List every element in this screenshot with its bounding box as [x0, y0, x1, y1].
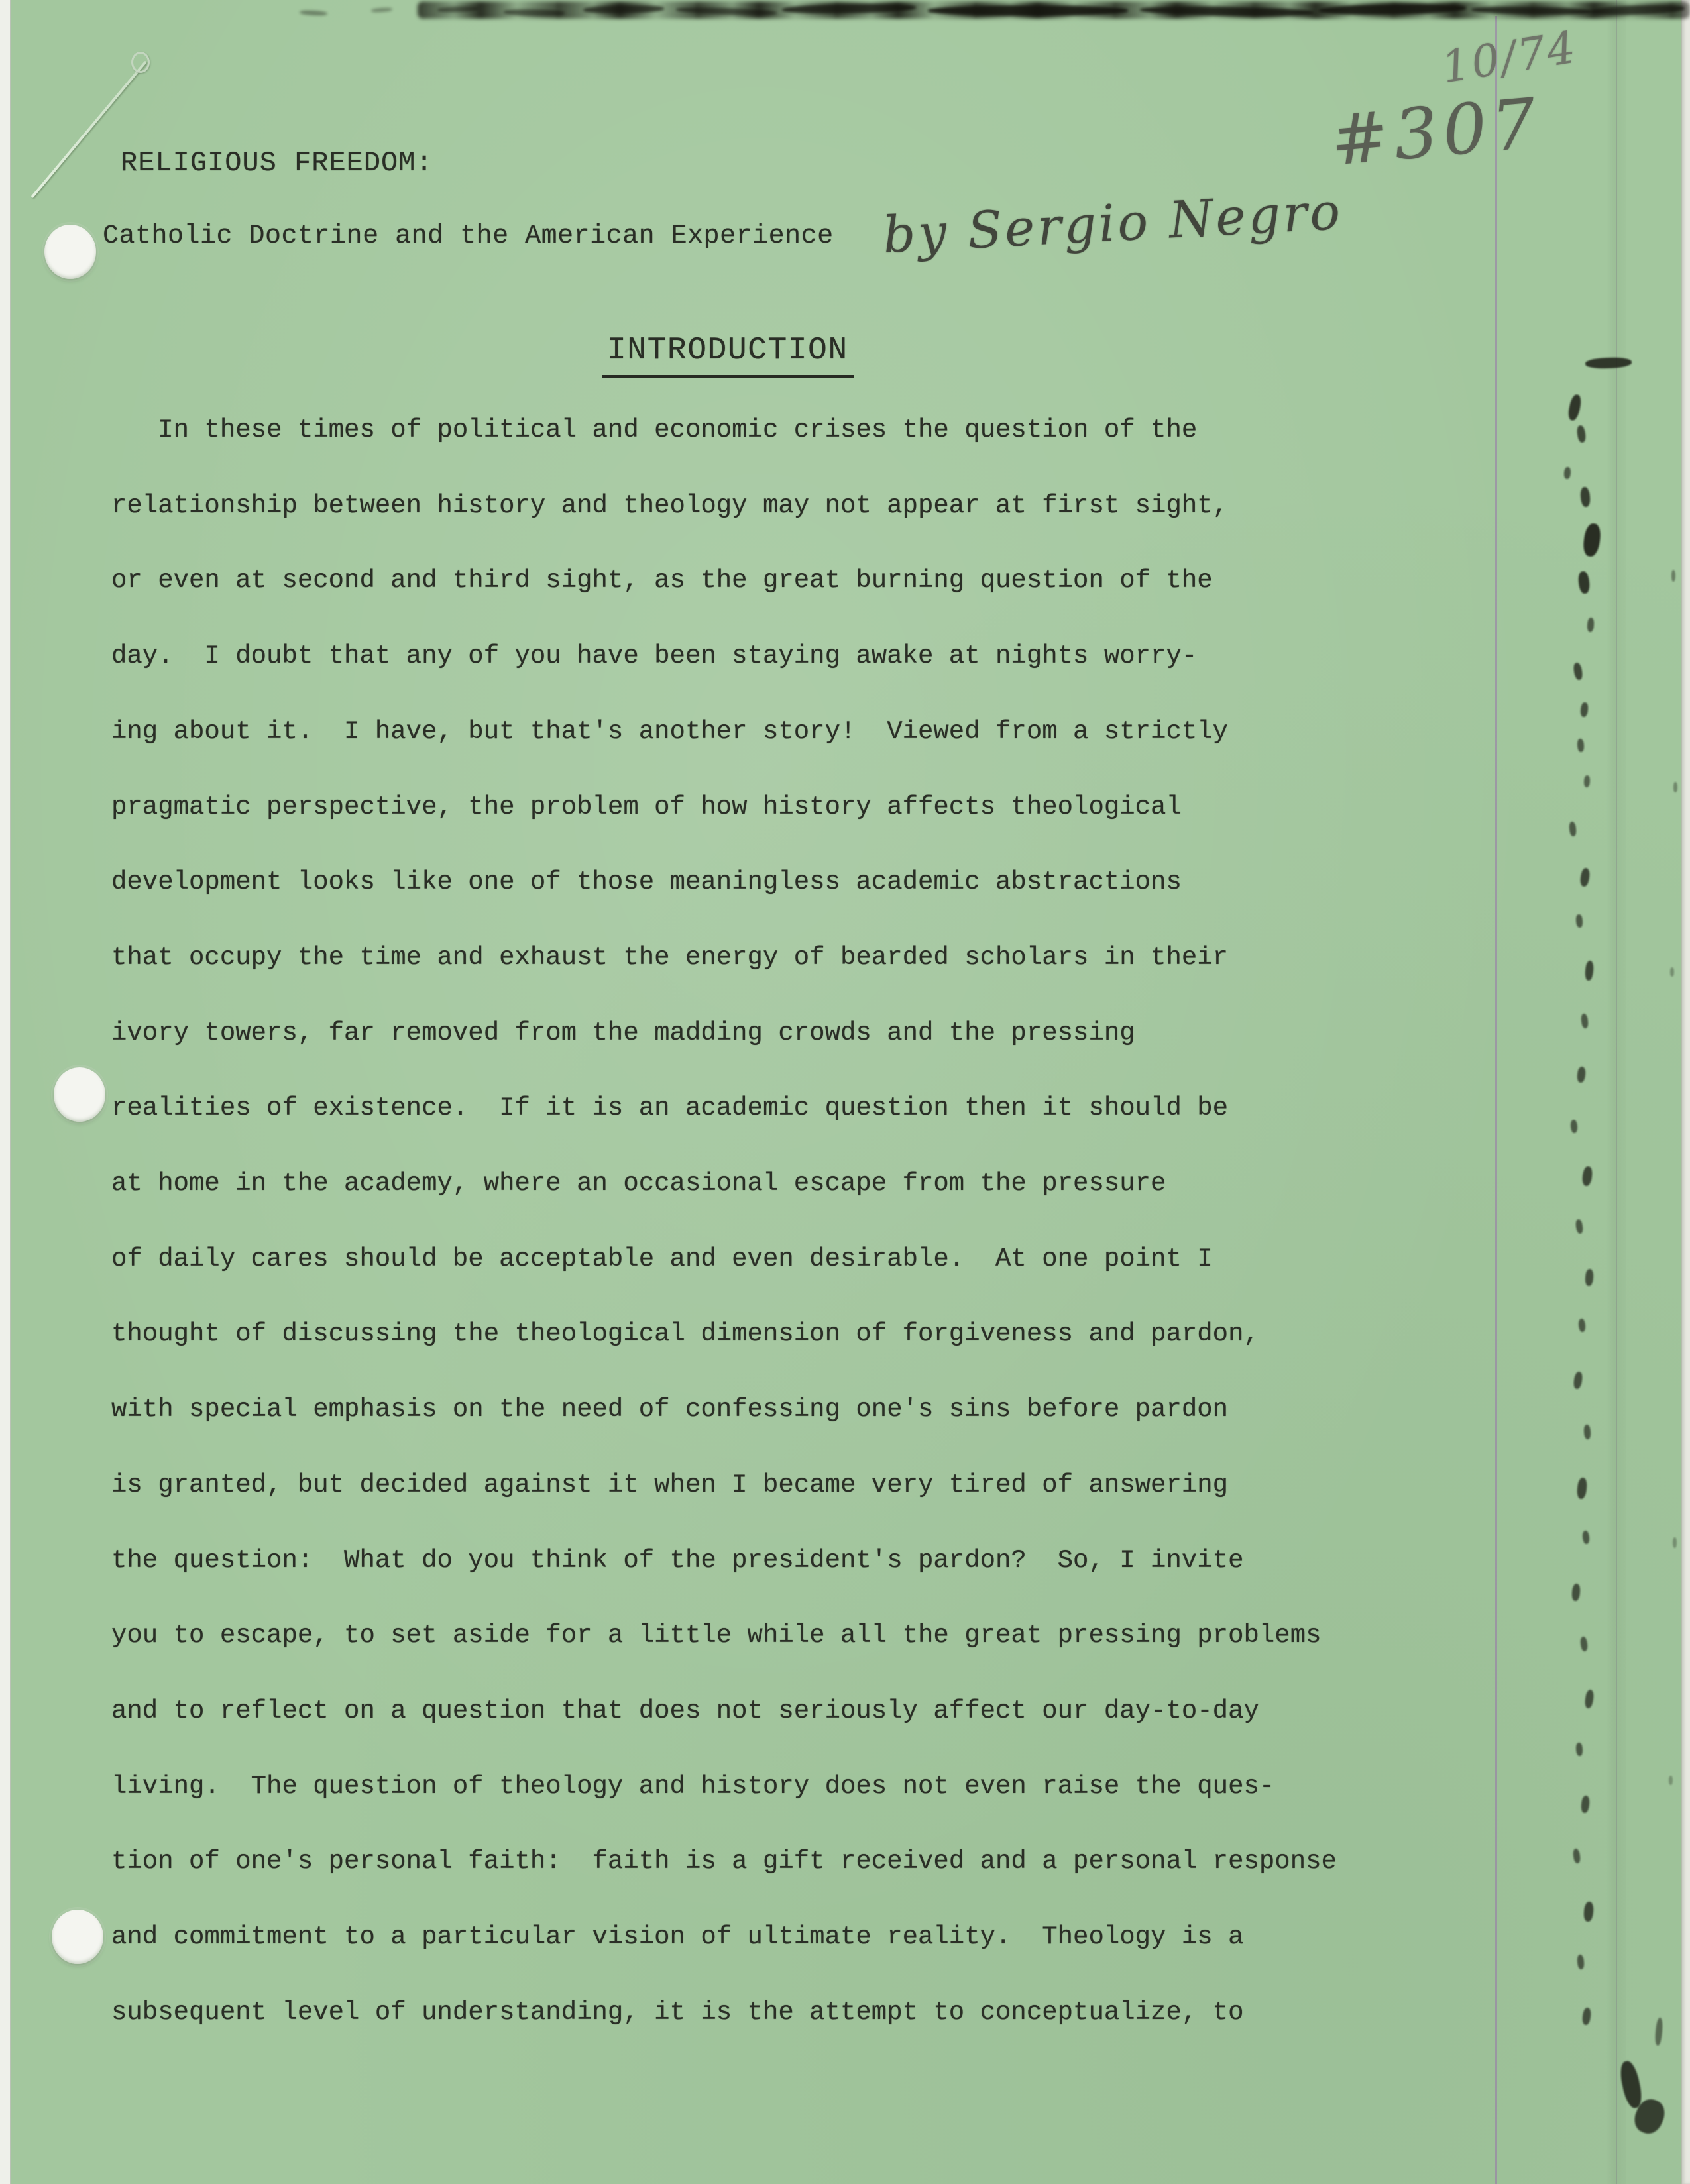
- ink-blob: [928, 5, 1128, 16]
- ink-blob: [1581, 1795, 1591, 1813]
- body-line: ivory towers, far removed from the madding crowds and the pressing: [111, 1018, 1135, 1048]
- ink-blob: [1584, 1689, 1595, 1708]
- ink-blob: [1575, 1219, 1584, 1234]
- ink-blob: [1580, 486, 1591, 507]
- paper-left-edge: [0, 0, 11, 2184]
- document-title: RELIGIOUS FREEDOM:: [121, 147, 433, 179]
- body-line: living. The question of theology and history does not even raise the ques-: [111, 1771, 1275, 1801]
- ink-blob: [1580, 1636, 1589, 1651]
- ink-blob: [1585, 1269, 1594, 1287]
- ink-blob: [1670, 967, 1674, 977]
- ink-blob: [1573, 662, 1583, 681]
- body-line: realities of existence. If it is an academic question then it should be: [111, 1093, 1229, 1123]
- ink-blob: [1580, 702, 1589, 717]
- ink-blob: [1587, 618, 1595, 633]
- section-heading: INTRODUCTION: [602, 333, 854, 378]
- ink-blob: [1669, 1776, 1673, 1785]
- ink-blob: [1673, 782, 1677, 792]
- punch-hole-bottom: [52, 1910, 103, 1964]
- body-line: the question: What do you think of the president's pardon? So, I invite: [111, 1545, 1244, 1575]
- body-line: at home in the academy, where an occasional escape from the pressure: [111, 1169, 1166, 1199]
- ink-blob: [1569, 822, 1577, 837]
- ink-blob: [1577, 571, 1590, 594]
- violet-margin-line: [1495, 16, 1497, 2184]
- body-line: day. I doubt that any of you have been staying awake at nights worry-: [111, 641, 1198, 671]
- ink-blob: [1563, 467, 1571, 480]
- ink-blob: [1570, 1120, 1577, 1134]
- body-line: tion of one's personal faith: faith is a gift received and a personal response: [111, 1847, 1337, 1877]
- paper-fold-line: [1616, 0, 1617, 2184]
- body-line: or even at second and third sight, as the great burning question of the: [111, 566, 1213, 596]
- ink-blob: [1583, 1425, 1591, 1440]
- handwritten-number-note: #307: [1327, 82, 1545, 182]
- ink-blob: [1575, 914, 1583, 928]
- body-line: that occupy the time and exhaust the energy of bearded scholars in their: [111, 942, 1229, 972]
- ink-blob: [1573, 1848, 1581, 1863]
- punch-hole-top: [44, 225, 96, 279]
- ink-blob: [1577, 1066, 1586, 1083]
- body-line: and to reflect on a question that does not seriously affect our day-to-day: [111, 1696, 1259, 1725]
- ink-blob: [1654, 2018, 1663, 2046]
- body-line: you to escape, to set aside for a little while all the great pressing problems: [111, 1621, 1322, 1651]
- ink-blob: [1585, 961, 1595, 981]
- body-line: In these times of political and economic crises the question of the: [111, 415, 1198, 445]
- ink-blob: [1673, 1537, 1677, 1548]
- ink-blob: [1581, 1013, 1589, 1028]
- ink-blob: [1583, 1901, 1595, 1922]
- ink-blob: [1582, 523, 1603, 558]
- paper-right-edge: [1681, 0, 1690, 2184]
- body-line: subsequent level of understanding, it is the attempt to conceptualize, to: [111, 1997, 1244, 2027]
- body-line: thought of discussing the theological dimension of forgiveness and pardon,: [111, 1319, 1259, 1349]
- body-line: ing about it. I have, but that's another story! Viewed from a strictly: [111, 716, 1229, 746]
- ink-blob: [1577, 739, 1584, 753]
- body-line: relationship between history and theology may not appear at first sight,: [111, 490, 1229, 520]
- body-line: and commitment to a particular vision of ultimate reality. Theology is a: [111, 1922, 1244, 1952]
- ink-blob: [1575, 1743, 1583, 1757]
- punch-hole-middle: [54, 1067, 105, 1122]
- document-subtitle: Catholic Doctrine and the American Experience: [103, 221, 834, 251]
- crease-scratch-loop: [131, 52, 150, 73]
- body-line: is granted, but decided against it when I became very tired of answering: [111, 1470, 1229, 1500]
- ink-blob: [1571, 1584, 1581, 1602]
- ink-blob: [1581, 1166, 1593, 1186]
- ink-blob: [1577, 1955, 1585, 1970]
- handwritten-byline-note: by Sergio Negro: [881, 181, 1345, 265]
- ink-blob: [1573, 1371, 1583, 1390]
- document-body: [111, 393, 1424, 2050]
- ink-blob: [1584, 775, 1591, 787]
- body-line: pragmatic perspective, the problem of how history affects theological: [111, 792, 1182, 822]
- ink-blob: [1576, 425, 1587, 443]
- ink-blob: [1576, 1477, 1587, 1499]
- ink-blob: [1581, 2007, 1591, 2025]
- ink-blob: [371, 7, 392, 13]
- handwritten-date-note: 10/74: [1438, 21, 1581, 93]
- ink-blob: [300, 10, 327, 16]
- ink-blob: [1579, 867, 1591, 887]
- body-line: of daily cares should be acceptable and even desirable. At one point I: [111, 1244, 1213, 1274]
- body-line: development looks like one of those meaningless academic abstractions: [111, 867, 1182, 897]
- ink-blob: [1671, 570, 1675, 582]
- ink-blob: [1582, 1531, 1590, 1545]
- body-line: with special emphasis on the need of confessing one's sins before pardon: [111, 1395, 1229, 1425]
- ink-blob: [1567, 394, 1583, 421]
- ink-blob: [1578, 1319, 1586, 1333]
